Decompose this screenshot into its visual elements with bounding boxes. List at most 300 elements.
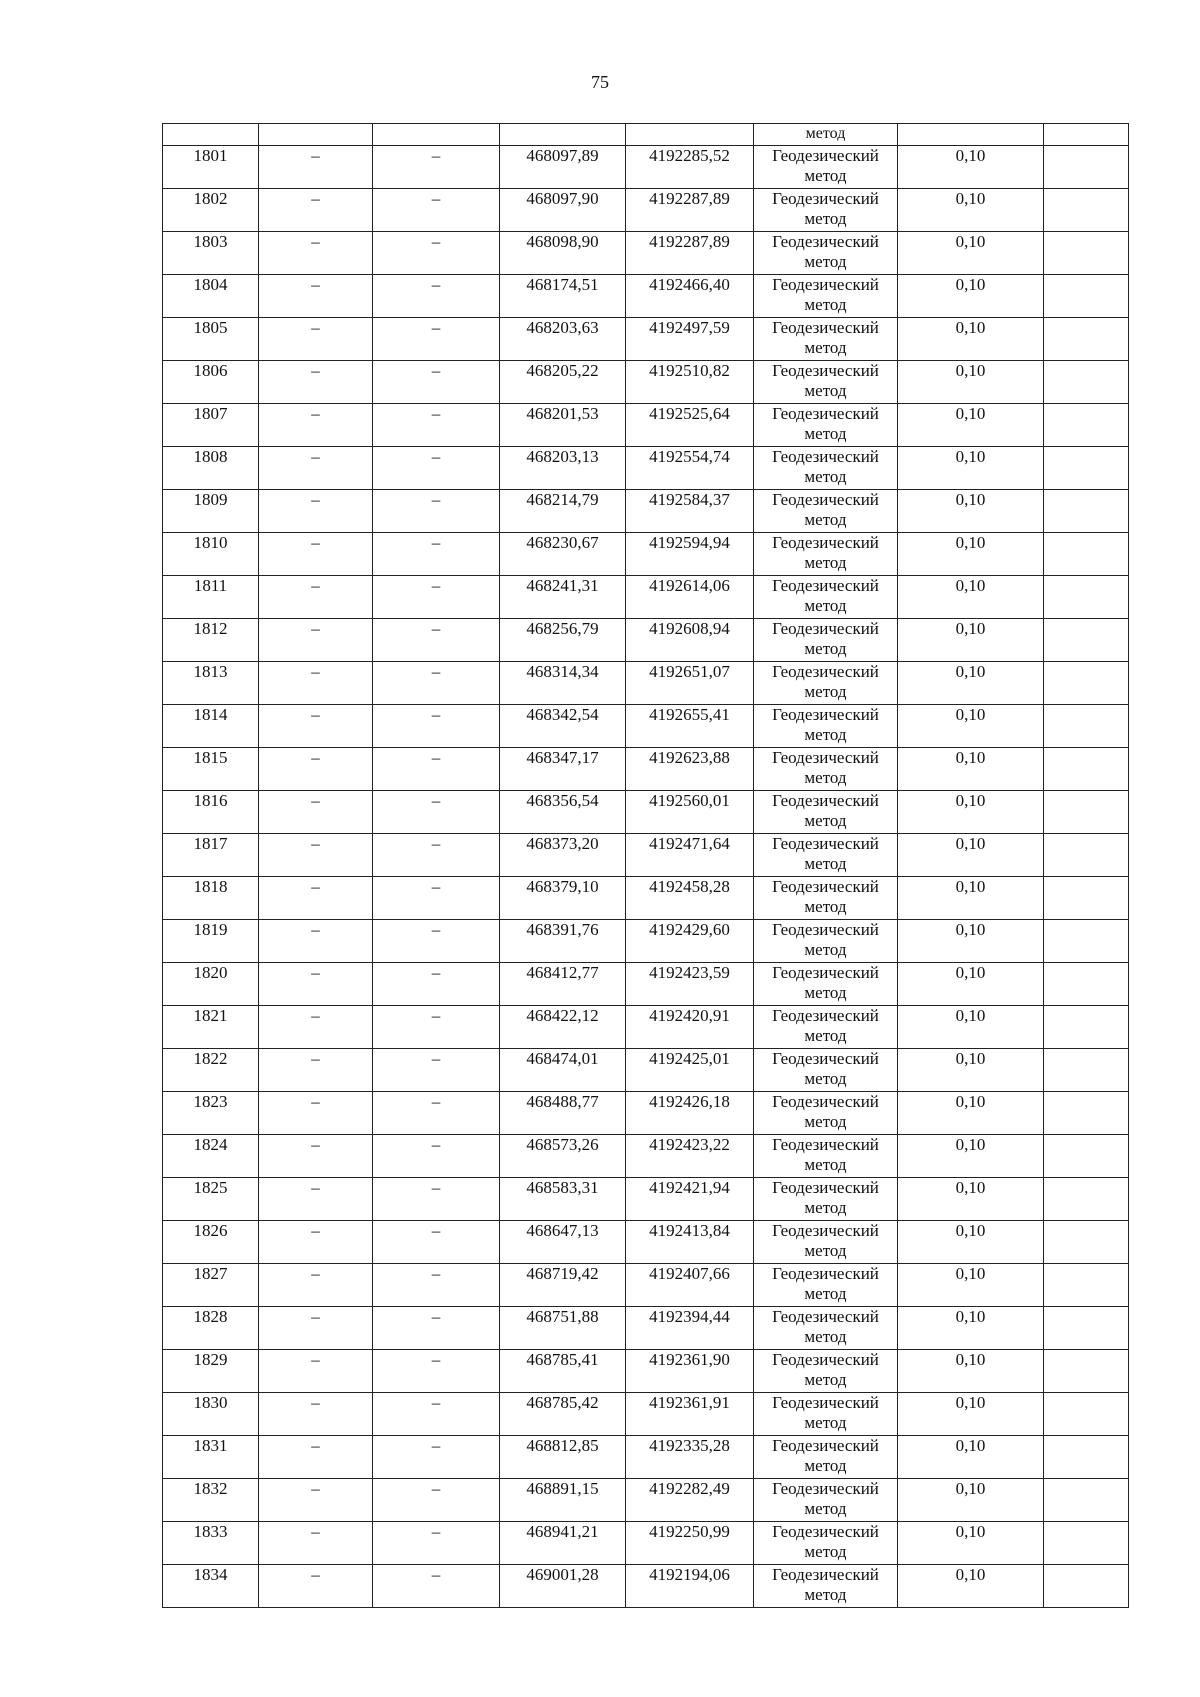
- accuracy-cell: 0,10: [898, 361, 1044, 404]
- column-8-cell: [1044, 920, 1129, 963]
- x-coordinate-cell: 468573,26: [500, 1135, 626, 1178]
- column-2-cell: –: [259, 1522, 373, 1565]
- method-line-1: Геодезический: [772, 1221, 879, 1240]
- column-8-cell: [1044, 1393, 1129, 1436]
- column-2-cell: –: [259, 877, 373, 920]
- y-coordinate-cell: 4192429,60: [626, 920, 754, 963]
- column-2-cell: –: [259, 275, 373, 318]
- method-line-1: Геодезический: [772, 920, 879, 939]
- method-line-2: метод: [804, 252, 847, 271]
- table-row: [163, 576, 1129, 619]
- method-cell: [754, 232, 898, 275]
- method-cell: [754, 1006, 898, 1049]
- y-coordinate-cell: 4192394,44: [626, 1307, 754, 1350]
- y-coordinate-cell: 4192287,89: [626, 189, 754, 232]
- method-cell: [754, 576, 898, 619]
- accuracy-cell: 0,10: [898, 318, 1044, 361]
- method-line-2: метод: [804, 338, 847, 357]
- point-number-cell: 1812: [163, 619, 259, 662]
- point-number-cell: 1804: [163, 275, 259, 318]
- x-coordinate-cell: 468941,21: [500, 1522, 626, 1565]
- cell-empty: [500, 124, 626, 146]
- method-line-2: метод: [804, 639, 847, 658]
- column-2-cell: –: [259, 1006, 373, 1049]
- column-2-cell: –: [259, 1221, 373, 1264]
- method-cell: [754, 834, 898, 877]
- y-coordinate-cell: 4192458,28: [626, 877, 754, 920]
- accuracy-cell: 0,10: [898, 189, 1044, 232]
- accuracy-cell: 0,10: [898, 920, 1044, 963]
- y-coordinate-cell: 4192466,40: [626, 275, 754, 318]
- point-number-cell: 1815: [163, 748, 259, 791]
- column-8-cell: [1044, 705, 1129, 748]
- x-coordinate-cell: 468785,41: [500, 1350, 626, 1393]
- column-3-cell: –: [373, 748, 500, 791]
- column-2-cell: –: [259, 189, 373, 232]
- method-cell: [754, 1092, 898, 1135]
- column-8-cell: [1044, 1221, 1129, 1264]
- y-coordinate-cell: 4192497,59: [626, 318, 754, 361]
- method-line-1: Геодезический: [772, 1049, 879, 1068]
- x-coordinate-cell: 468097,90: [500, 189, 626, 232]
- method-line-1: Геодезический: [772, 1350, 879, 1369]
- column-2-cell: –: [259, 963, 373, 1006]
- method-line-2: метод: [804, 424, 847, 443]
- accuracy-cell: 0,10: [898, 1436, 1044, 1479]
- column-8-cell: [1044, 275, 1129, 318]
- accuracy-cell: 0,10: [898, 146, 1044, 189]
- y-coordinate-cell: 4192584,37: [626, 490, 754, 533]
- y-coordinate-cell: 4192651,07: [626, 662, 754, 705]
- method-line-2: метод: [804, 166, 847, 185]
- cell-empty: [373, 124, 500, 146]
- column-2-cell: –: [259, 404, 373, 447]
- x-coordinate-cell: 469001,28: [500, 1565, 626, 1608]
- x-coordinate-cell: 468174,51: [500, 275, 626, 318]
- method-line-2: метод: [804, 1370, 847, 1389]
- table-row: [163, 705, 1129, 748]
- point-number-cell: 1827: [163, 1264, 259, 1307]
- accuracy-cell: 0,10: [898, 490, 1044, 533]
- table-row: [163, 1350, 1129, 1393]
- column-2-cell: –: [259, 1135, 373, 1178]
- column-2-cell: –: [259, 1350, 373, 1393]
- accuracy-cell: 0,10: [898, 275, 1044, 318]
- column-2-cell: –: [259, 1092, 373, 1135]
- method-line-1: Геодезический: [772, 232, 879, 251]
- column-2-cell: –: [259, 1565, 373, 1608]
- column-2-cell: –: [259, 834, 373, 877]
- y-coordinate-cell: 4192287,89: [626, 232, 754, 275]
- accuracy-cell: 0,10: [898, 1135, 1044, 1178]
- y-coordinate-cell: 4192608,94: [626, 619, 754, 662]
- column-8-cell: [1044, 748, 1129, 791]
- column-8-cell: [1044, 1178, 1129, 1221]
- method-line-1: Геодезический: [772, 1393, 879, 1412]
- accuracy-cell: 0,10: [898, 834, 1044, 877]
- column-8-cell: [1044, 1436, 1129, 1479]
- y-coordinate-cell: 4192335,28: [626, 1436, 754, 1479]
- table-row: [163, 1393, 1129, 1436]
- table-row: [163, 1479, 1129, 1522]
- method-cell: [754, 361, 898, 404]
- y-coordinate-cell: 4192194,06: [626, 1565, 754, 1608]
- method-cell: [754, 447, 898, 490]
- method-line-2: метод: [804, 1112, 847, 1131]
- method-cell: [754, 963, 898, 1006]
- y-coordinate-cell: 4192285,52: [626, 146, 754, 189]
- column-2-cell: –: [259, 748, 373, 791]
- method-cell: [754, 1479, 898, 1522]
- column-3-cell: –: [373, 232, 500, 275]
- column-2-cell: –: [259, 533, 373, 576]
- accuracy-cell: 0,10: [898, 619, 1044, 662]
- accuracy-cell: 0,10: [898, 1479, 1044, 1522]
- point-number-cell: 1809: [163, 490, 259, 533]
- accuracy-cell: 0,10: [898, 877, 1044, 920]
- table-row: [163, 318, 1129, 361]
- x-coordinate-cell: 468203,13: [500, 447, 626, 490]
- y-coordinate-cell: 4192623,88: [626, 748, 754, 791]
- x-coordinate-cell: 468647,13: [500, 1221, 626, 1264]
- column-3-cell: –: [373, 275, 500, 318]
- method-line-1: Геодезический: [772, 275, 879, 294]
- x-coordinate-cell: 468256,79: [500, 619, 626, 662]
- column-2-cell: –: [259, 705, 373, 748]
- column-2-cell: –: [259, 1264, 373, 1307]
- x-coordinate-cell: 468785,42: [500, 1393, 626, 1436]
- method-line-1: Геодезический: [772, 361, 879, 380]
- y-coordinate-cell: 4192426,18: [626, 1092, 754, 1135]
- column-2-cell: –: [259, 791, 373, 834]
- method-cell: [754, 748, 898, 791]
- y-coordinate-cell: 4192421,94: [626, 1178, 754, 1221]
- column-8-cell: [1044, 146, 1129, 189]
- accuracy-cell: 0,10: [898, 1006, 1044, 1049]
- column-8-cell: [1044, 318, 1129, 361]
- point-number-cell: 1802: [163, 189, 259, 232]
- method-line-1: Геодезический: [772, 791, 879, 810]
- column-2-cell: –: [259, 1393, 373, 1436]
- accuracy-cell: 0,10: [898, 1307, 1044, 1350]
- column-2-cell: –: [259, 576, 373, 619]
- y-coordinate-cell: 4192655,41: [626, 705, 754, 748]
- method-line-2: метод: [804, 1327, 847, 1346]
- method-line-2: метод: [804, 940, 847, 959]
- point-number-cell: 1824: [163, 1135, 259, 1178]
- y-coordinate-cell: 4192282,49: [626, 1479, 754, 1522]
- continuation-row: [163, 124, 1129, 146]
- x-coordinate-cell: 468583,31: [500, 1178, 626, 1221]
- accuracy-cell: 0,10: [898, 1350, 1044, 1393]
- point-number-cell: 1825: [163, 1178, 259, 1221]
- point-number-cell: 1814: [163, 705, 259, 748]
- method-cell: [754, 662, 898, 705]
- method-line-1: Геодезический: [772, 662, 879, 681]
- method-line-1: Геодезический: [772, 1565, 879, 1584]
- method-cell: [754, 877, 898, 920]
- y-coordinate-cell: 4192510,82: [626, 361, 754, 404]
- column-2-cell: –: [259, 1479, 373, 1522]
- method-line-2: метод: [804, 854, 847, 873]
- point-number-cell: 1832: [163, 1479, 259, 1522]
- method-cell: [754, 920, 898, 963]
- column-2-cell: –: [259, 662, 373, 705]
- column-3-cell: –: [373, 1436, 500, 1479]
- method-line-1: Геодезический: [772, 877, 879, 896]
- method-line-2: метод: [804, 1456, 847, 1475]
- point-number-cell: 1805: [163, 318, 259, 361]
- column-3-cell: –: [373, 834, 500, 877]
- column-8-cell: [1044, 576, 1129, 619]
- table-row: [163, 1006, 1129, 1049]
- point-number-cell: 1822: [163, 1049, 259, 1092]
- column-8-cell: [1044, 963, 1129, 1006]
- method-line-2: метод: [804, 1198, 847, 1217]
- method-line-2: метод: [804, 596, 847, 615]
- table-row: [163, 1565, 1129, 1608]
- point-number-cell: 1817: [163, 834, 259, 877]
- method-line-1: Геодезический: [772, 1178, 879, 1197]
- column-2-cell: –: [259, 232, 373, 275]
- x-coordinate-cell: 468347,17: [500, 748, 626, 791]
- point-number-cell: 1816: [163, 791, 259, 834]
- column-8-cell: [1044, 533, 1129, 576]
- method-line-2: метод: [804, 768, 847, 787]
- x-coordinate-cell: 468719,42: [500, 1264, 626, 1307]
- point-number-cell: 1811: [163, 576, 259, 619]
- column-8-cell: [1044, 361, 1129, 404]
- column-3-cell: –: [373, 447, 500, 490]
- column-8-cell: [1044, 490, 1129, 533]
- column-8-cell: [1044, 834, 1129, 877]
- method-line-1: Геодезический: [772, 576, 879, 595]
- method-line-1: Геодезический: [772, 404, 879, 423]
- accuracy-cell: 0,10: [898, 533, 1044, 576]
- column-3-cell: –: [373, 146, 500, 189]
- method-line-2: метод: [804, 1026, 847, 1045]
- table-row: [163, 619, 1129, 662]
- accuracy-cell: 0,10: [898, 404, 1044, 447]
- accuracy-cell: 0,10: [898, 791, 1044, 834]
- method-line-2: метод: [804, 811, 847, 830]
- method-line-2: метод: [804, 1069, 847, 1088]
- column-8-cell: [1044, 404, 1129, 447]
- column-8-cell: [1044, 619, 1129, 662]
- table-row: [163, 533, 1129, 576]
- column-3-cell: –: [373, 576, 500, 619]
- column-2-cell: –: [259, 1436, 373, 1479]
- column-3-cell: –: [373, 1049, 500, 1092]
- y-coordinate-cell: 4192250,99: [626, 1522, 754, 1565]
- method-line-2: метод: [804, 1542, 847, 1561]
- column-3-cell: –: [373, 1221, 500, 1264]
- method-line-2: метод: [804, 725, 847, 744]
- table-row: [163, 920, 1129, 963]
- x-coordinate-cell: 468205,22: [500, 361, 626, 404]
- point-number-cell: 1803: [163, 232, 259, 275]
- y-coordinate-cell: 4192425,01: [626, 1049, 754, 1092]
- column-8-cell: [1044, 1264, 1129, 1307]
- method-continuation: метод: [754, 124, 898, 146]
- column-2-cell: –: [259, 490, 373, 533]
- x-coordinate-cell: 468391,76: [500, 920, 626, 963]
- x-coordinate-cell: 468812,85: [500, 1436, 626, 1479]
- table-row: [163, 1522, 1129, 1565]
- method-line-1: Геодезический: [772, 748, 879, 767]
- y-coordinate-cell: 4192361,90: [626, 1350, 754, 1393]
- y-coordinate-cell: 4192554,74: [626, 447, 754, 490]
- table-row: [163, 1221, 1129, 1264]
- column-8-cell: [1044, 662, 1129, 705]
- method-cell: [754, 1178, 898, 1221]
- column-2-cell: –: [259, 920, 373, 963]
- table-row: [163, 1436, 1129, 1479]
- method-line-1: Геодезический: [772, 189, 879, 208]
- column-8-cell: [1044, 1565, 1129, 1608]
- method-cell: [754, 791, 898, 834]
- point-number-cell: 1820: [163, 963, 259, 1006]
- point-number-cell: 1828: [163, 1307, 259, 1350]
- x-coordinate-cell: 468201,53: [500, 404, 626, 447]
- column-2-cell: –: [259, 447, 373, 490]
- column-2-cell: –: [259, 361, 373, 404]
- method-line-2: метод: [804, 1155, 847, 1174]
- method-line-2: метод: [804, 682, 847, 701]
- cell-empty: [1044, 124, 1129, 146]
- column-3-cell: –: [373, 404, 500, 447]
- accuracy-cell: 0,10: [898, 1565, 1044, 1608]
- accuracy-cell: 0,10: [898, 705, 1044, 748]
- table-row: [163, 791, 1129, 834]
- method-cell: [754, 619, 898, 662]
- table-row: [163, 404, 1129, 447]
- method-line-2: метод: [804, 1284, 847, 1303]
- y-coordinate-cell: 4192423,59: [626, 963, 754, 1006]
- method-line-2: метод: [804, 1241, 847, 1260]
- cell-empty: [626, 124, 754, 146]
- point-number-cell: 1830: [163, 1393, 259, 1436]
- point-number-cell: 1821: [163, 1006, 259, 1049]
- column-3-cell: –: [373, 1307, 500, 1350]
- method-line-1: Геодезический: [772, 1092, 879, 1111]
- method-line-2: метод: [804, 983, 847, 1002]
- method-line-2: метод: [804, 381, 847, 400]
- column-8-cell: [1044, 1307, 1129, 1350]
- column-8-cell: [1044, 1006, 1129, 1049]
- x-coordinate-cell: 468214,79: [500, 490, 626, 533]
- x-coordinate-cell: 468474,01: [500, 1049, 626, 1092]
- point-number-cell: 1807: [163, 404, 259, 447]
- table-row: [163, 1135, 1129, 1178]
- method-line-1: Геодезический: [772, 1307, 879, 1326]
- x-coordinate-cell: 468203,63: [500, 318, 626, 361]
- x-coordinate-cell: 468342,54: [500, 705, 626, 748]
- method-line-2: метод: [804, 510, 847, 529]
- x-coordinate-cell: 468891,15: [500, 1479, 626, 1522]
- x-coordinate-cell: 468412,77: [500, 963, 626, 1006]
- y-coordinate-cell: 4192407,66: [626, 1264, 754, 1307]
- y-coordinate-cell: 4192361,91: [626, 1393, 754, 1436]
- column-8-cell: [1044, 1049, 1129, 1092]
- column-3-cell: –: [373, 963, 500, 1006]
- column-8-cell: [1044, 877, 1129, 920]
- column-2-cell: –: [259, 1178, 373, 1221]
- accuracy-cell: 0,10: [898, 963, 1044, 1006]
- point-number-cell: 1834: [163, 1565, 259, 1608]
- column-8-cell: [1044, 447, 1129, 490]
- column-3-cell: –: [373, 318, 500, 361]
- accuracy-cell: 0,10: [898, 1522, 1044, 1565]
- method-line-1: Геодезический: [772, 490, 879, 509]
- y-coordinate-cell: 4192420,91: [626, 1006, 754, 1049]
- method-cell: [754, 404, 898, 447]
- accuracy-cell: 0,10: [898, 1178, 1044, 1221]
- method-cell: [754, 490, 898, 533]
- method-line-1: Геодезический: [772, 619, 879, 638]
- column-3-cell: –: [373, 490, 500, 533]
- page-number: 75: [591, 72, 609, 92]
- table-row: [163, 1049, 1129, 1092]
- column-3-cell: –: [373, 361, 500, 404]
- x-coordinate-cell: 468356,54: [500, 791, 626, 834]
- table-row: [163, 275, 1129, 318]
- method-cell: [754, 1307, 898, 1350]
- point-number-cell: 1806: [163, 361, 259, 404]
- method-cell: [754, 1522, 898, 1565]
- x-coordinate-cell: 468230,67: [500, 533, 626, 576]
- table-row: [163, 1092, 1129, 1135]
- column-8-cell: [1044, 1522, 1129, 1565]
- method-line-2: метод: [804, 1499, 847, 1518]
- column-2-cell: –: [259, 318, 373, 361]
- column-2-cell: –: [259, 619, 373, 662]
- column-3-cell: –: [373, 1006, 500, 1049]
- method-line-2: метод: [804, 467, 847, 486]
- table-row: [163, 1307, 1129, 1350]
- column-3-cell: –: [373, 1393, 500, 1436]
- column-3-cell: –: [373, 662, 500, 705]
- method-cell: [754, 1393, 898, 1436]
- x-coordinate-cell: 468488,77: [500, 1092, 626, 1135]
- y-coordinate-cell: 4192560,01: [626, 791, 754, 834]
- table-row: [163, 189, 1129, 232]
- table-row: [163, 232, 1129, 275]
- method-cell: [754, 146, 898, 189]
- method-line-1: Геодезический: [772, 1135, 879, 1154]
- table-row: [163, 877, 1129, 920]
- point-number-cell: 1833: [163, 1522, 259, 1565]
- point-number-cell: 1826: [163, 1221, 259, 1264]
- point-number-cell: 1823: [163, 1092, 259, 1135]
- accuracy-cell: 0,10: [898, 1393, 1044, 1436]
- method-line-1: Геодезический: [772, 834, 879, 853]
- method-cell: [754, 533, 898, 576]
- column-8-cell: [1044, 189, 1129, 232]
- method-cell: [754, 1135, 898, 1178]
- method-cell: [754, 1565, 898, 1608]
- point-number-cell: 1808: [163, 447, 259, 490]
- method-line-1: Геодезический: [772, 1264, 879, 1283]
- method-cell: [754, 275, 898, 318]
- column-3-cell: –: [373, 1092, 500, 1135]
- point-number-cell: 1829: [163, 1350, 259, 1393]
- accuracy-cell: 0,10: [898, 1092, 1044, 1135]
- column-8-cell: [1044, 1135, 1129, 1178]
- method-line-2: метод: [804, 209, 847, 228]
- y-coordinate-cell: 4192594,94: [626, 533, 754, 576]
- column-3-cell: –: [373, 1178, 500, 1221]
